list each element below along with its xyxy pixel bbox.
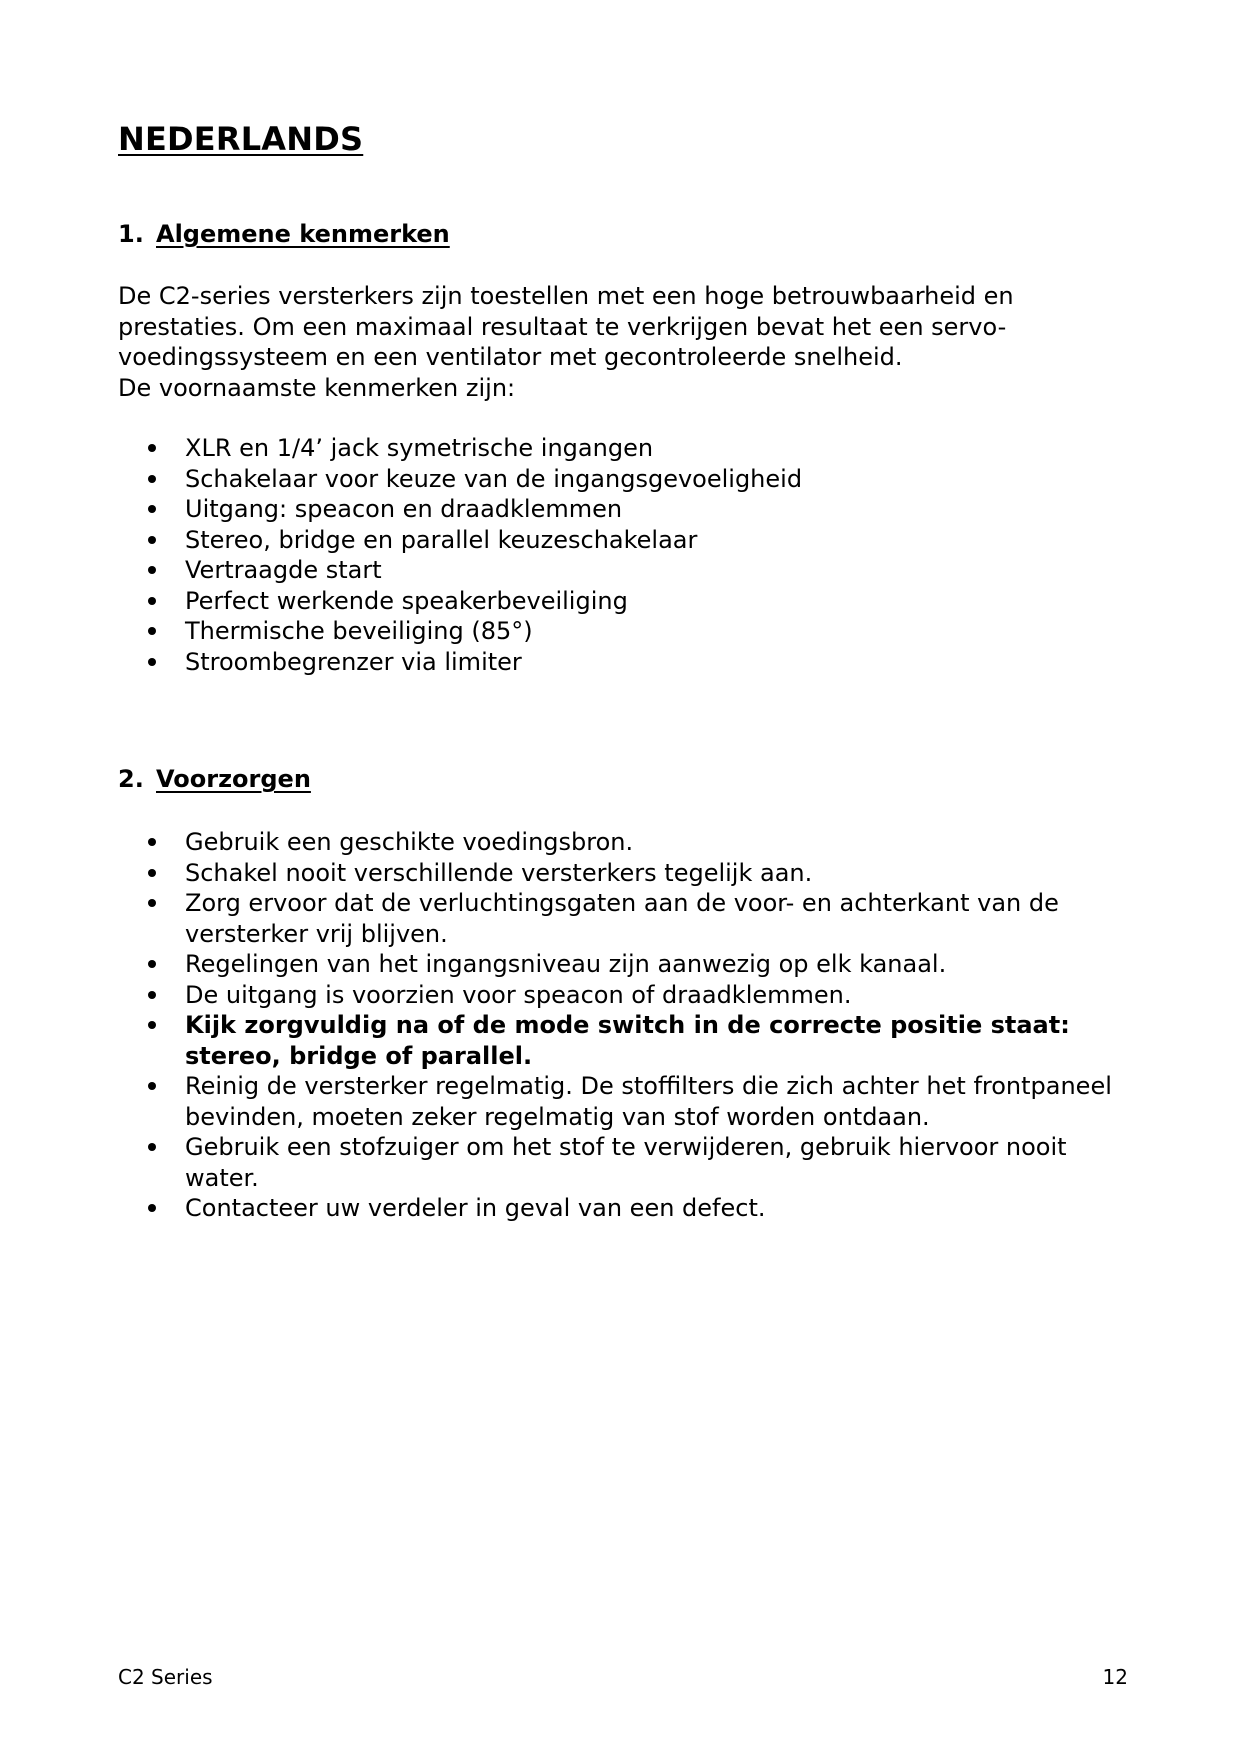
- bullet-icon: [148, 597, 156, 605]
- bullet-icon: [148, 475, 156, 483]
- list-item: [118, 464, 1128, 495]
- list-item: [118, 1193, 1128, 1224]
- list-item-text: XLR en 1/4’ jack symetrische ingangen: [185, 434, 654, 462]
- section-number: 1.: [118, 220, 144, 248]
- list-item-text: Vertraagde start: [185, 556, 382, 584]
- list-item-text: Schakel nooit verschillende versterkers tegelijk aan.: [185, 858, 813, 887]
- section-number: 2.: [118, 765, 144, 793]
- bullet-icon: [148, 505, 156, 513]
- list-item: [118, 858, 1128, 889]
- bullet-icon: [148, 869, 156, 877]
- list-item-text: De uitgang is voorzien voor speacon of draadklemmen.: [185, 980, 852, 1009]
- list-item-text: Uitgang: speacon en draadklemmen: [185, 495, 623, 523]
- list-item: [118, 949, 1128, 980]
- list-item-text: Kijk zorgvuldig na of de mode switch in de correcte positie staat: stereo, bridge of parallel.: [185, 1011, 1070, 1070]
- list-item-text: Stroombegrenzer via limiter: [185, 647, 522, 676]
- list-item: [118, 586, 1128, 617]
- bullet-icon: [148, 627, 156, 635]
- paragraph: De voornaamste kenmerken zijn:: [118, 373, 516, 402]
- list-item: [118, 647, 1128, 678]
- intro-text: [118, 281, 1128, 403]
- footer-page-number: 12: [1102, 1665, 1128, 1689]
- list-item-text: Schakelaar voor keuze van de ingangsgevoeligheid: [185, 464, 803, 493]
- section-heading-precautions: [118, 763, 311, 795]
- bullet-icon: [148, 1143, 156, 1151]
- precautions-list: [118, 827, 1128, 1224]
- list-item-text: Thermische beveiliging (85°): [185, 617, 533, 645]
- paragraph: De C2-series versterkers zijn toestellen met een hoge betrouwbaarheid en prestaties. Om een maximaal resultaat te verkrijgen bevat het een servo-voedingssysteem en een ventilator met gecontroleerde snelheid.: [118, 282, 1014, 371]
- list-item-text: Reinig de versterker regelmatig. De stoffilters die zich achter het frontpaneel bevinden, moeten zeker regelmatig van stof worden ontdaan.: [185, 1072, 1112, 1131]
- list-item: [118, 1071, 1128, 1132]
- section-title: Algemene kenmerken: [156, 220, 450, 248]
- list-item-text: Gebruik een geschikte voedingsbron.: [185, 828, 634, 856]
- list-item: [118, 525, 1128, 556]
- bullet-icon: [148, 1021, 156, 1029]
- list-item: [118, 1132, 1128, 1193]
- bullet-icon: [148, 960, 156, 968]
- list-item: [118, 555, 1128, 586]
- list-item: [118, 827, 1128, 858]
- list-item-text: Stereo, bridge en parallel keuzeschakelaar: [185, 525, 698, 554]
- list-item-text: Zorg ervoor dat de verluchtingsgaten aan de voor- en achterkant van de versterker vrij blijven.: [185, 889, 1059, 948]
- bullet-icon: [148, 899, 156, 907]
- list-item: [118, 433, 1128, 464]
- list-item-text: Regelingen van het ingangsniveau zijn aanwezig op elk kanaal.: [185, 950, 947, 978]
- list-item: [118, 494, 1128, 525]
- section-title: Voorzorgen: [156, 765, 311, 793]
- section-heading-general-features: [118, 218, 450, 250]
- bullet-icon: [148, 1082, 156, 1090]
- bullet-icon: [148, 838, 156, 846]
- page-title: NEDERLANDS: [118, 120, 364, 158]
- bullet-icon: [148, 536, 156, 544]
- list-item-text: Gebruik een stofzuiger om het stof te verwijderen, gebruik hiervoor nooit water.: [185, 1133, 1067, 1192]
- footer-product-name: C2 Series: [118, 1665, 213, 1689]
- bullet-icon: [148, 658, 156, 666]
- bullet-icon: [148, 444, 156, 452]
- list-item: [118, 616, 1128, 647]
- bullet-icon: [148, 1204, 156, 1212]
- list-item-text: Perfect werkende speakerbeveiliging: [185, 586, 628, 615]
- list-item: [118, 980, 1128, 1011]
- list-item: [118, 888, 1128, 949]
- list-item-emphasized: [118, 1010, 1128, 1071]
- bullet-icon: [148, 991, 156, 999]
- features-list: [118, 433, 1128, 677]
- list-item-text: Contacteer uw verdeler in geval van een defect.: [185, 1194, 766, 1222]
- bullet-icon: [148, 566, 156, 574]
